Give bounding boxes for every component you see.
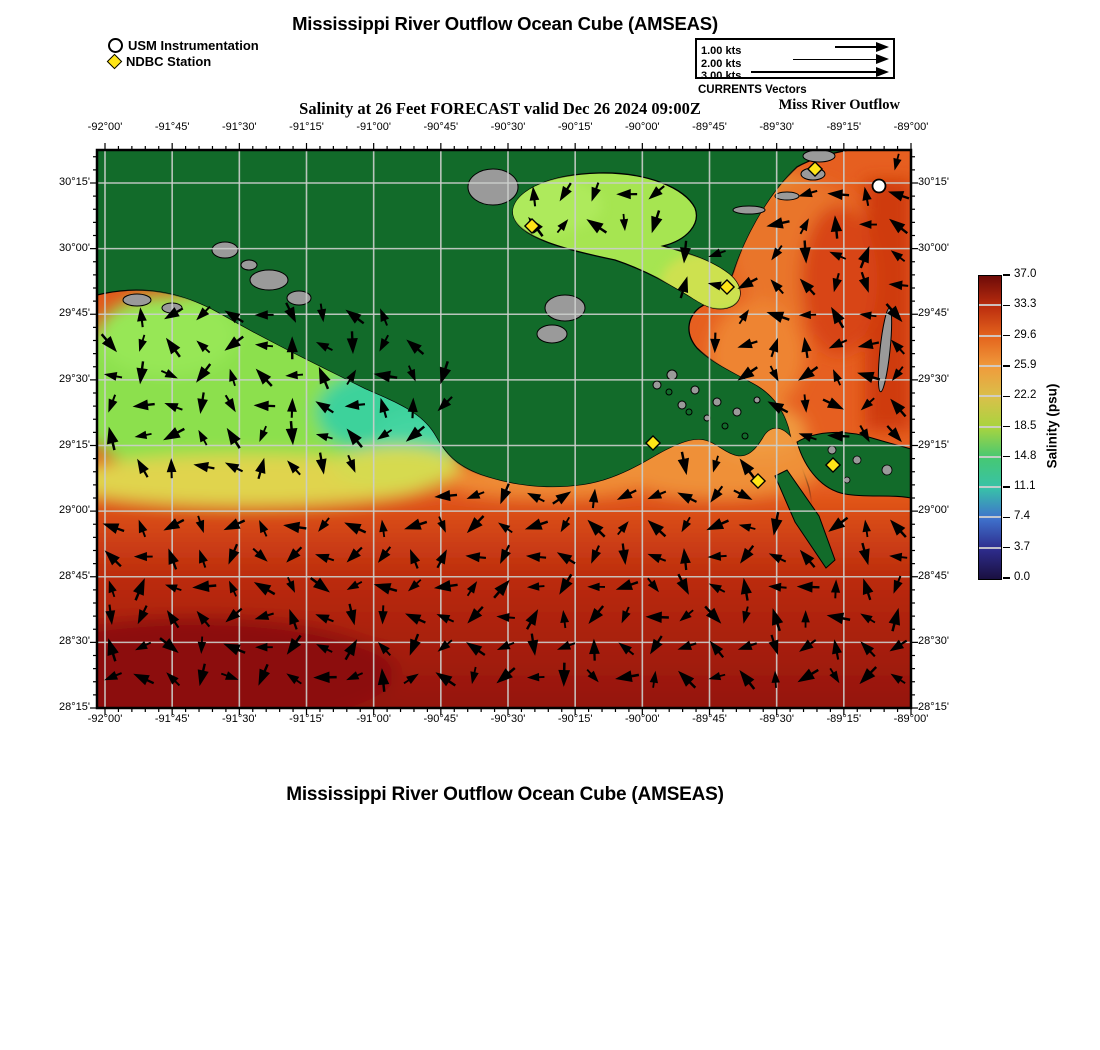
- currents-vectors-caption: CURRENTS Vectors: [698, 84, 807, 96]
- colorbar-tick-label: 11.1: [1014, 480, 1036, 493]
- x-axis-tick-label: -90°30': [490, 713, 526, 725]
- x-axis-tick-label: -89°30': [759, 121, 794, 133]
- colorbar-gridline: [979, 304, 1001, 306]
- x-axis-tick-label: -90°00': [625, 713, 660, 725]
- x-axis-tick-label: -90°00': [625, 121, 660, 133]
- x-axis-tick-label: -91°45': [154, 121, 190, 133]
- y-axis-tick-label: 28°15': [59, 701, 90, 713]
- vector-legend-row: [701, 54, 889, 70]
- usm-circle-icon: [108, 38, 123, 53]
- x-axis-tick-label: -92°00': [87, 121, 123, 133]
- x-axis-tick-label: -90°15': [557, 713, 593, 725]
- x-axis-tick-label: -89°45': [692, 121, 727, 133]
- ndbc-legend-label: NDBC Station: [126, 53, 212, 69]
- colorbar-tick: [1003, 396, 1010, 397]
- x-axis-tick-label: -89°15': [826, 713, 862, 725]
- forecast-subtitle: Salinity at 26 Feet FORECAST valid Dec 26 2024 09:00Z: [299, 99, 701, 118]
- x-axis-tick-label: -90°45': [423, 121, 459, 133]
- salinity-map: [87, 140, 921, 718]
- colorbar-gridline: [979, 365, 1001, 367]
- colorbar-tick: [1003, 547, 1010, 548]
- y-axis-tick-label: 29°30': [59, 372, 90, 385]
- legend-row-ndbc: [108, 53, 259, 69]
- vector-legend-row: [701, 66, 889, 82]
- colorbar-tick: [1003, 305, 1010, 306]
- y-axis-tick-label: 28°30': [918, 635, 949, 648]
- x-axis-tick-label: -91°00': [356, 121, 391, 133]
- x-axis-tick-label: -91°30': [222, 121, 257, 133]
- y-axis-tick-label: 29°00': [59, 504, 90, 517]
- x-axis-tick-label: -92°00': [87, 713, 123, 725]
- colorbar-tick: [1003, 517, 1010, 518]
- page-title: Mississippi River Outflow Ocean Cube (AMSEAS): [292, 13, 718, 34]
- x-axis-tick-label: -91°15': [289, 121, 324, 133]
- colorbar-tick-label: 37.0: [1014, 268, 1037, 280]
- x-axis-tick-label: -91°30': [222, 713, 257, 725]
- colorbar-title: Salinity (psu): [1044, 383, 1060, 469]
- y-axis-tick-label: 28°15': [918, 701, 949, 713]
- lake-maurepas: [468, 169, 518, 205]
- x-axis-tick-label: -90°30': [490, 121, 526, 133]
- miss-river-outflow-label: Miss River Outflow: [778, 97, 900, 113]
- colorbar-tick: [1003, 426, 1010, 427]
- ndbc-diamond-icon: [107, 54, 123, 70]
- vector-legend-row: [701, 41, 889, 57]
- colorbar-tick: [1003, 577, 1010, 578]
- colorbar-tick: [1003, 365, 1010, 366]
- colorbar-gridline: [979, 335, 1001, 337]
- y-axis-tick-label: 28°45': [59, 569, 90, 582]
- colorbar-gridline: [979, 486, 1001, 488]
- marker-legend: [108, 37, 259, 69]
- vector-speed-label: 3.00 kts: [701, 70, 742, 82]
- colorbar-tick-label: 0.0: [1014, 571, 1030, 583]
- y-axis-tick-label: 30°00': [918, 241, 949, 254]
- colorbar-tick: [1003, 486, 1010, 487]
- map-area: [87, 140, 921, 718]
- colorbar-tick-label: 18.5: [1014, 419, 1037, 432]
- colorbar-tick-label: 33.3: [1014, 298, 1037, 311]
- y-axis-tick-label: 29°15': [918, 438, 949, 451]
- y-axis-tick-label: 29°45': [59, 307, 90, 320]
- x-axis-tick-label: -90°45': [423, 713, 459, 725]
- vector-speed-label: 1.00 kts: [701, 45, 742, 57]
- colorbar-tick-label: 3.7: [1014, 540, 1030, 553]
- y-axis-tick-label: 29°15': [59, 438, 90, 451]
- colorbar-tick-label: 29.6: [1014, 328, 1037, 341]
- vector-speed-label: 2.00 kts: [701, 57, 742, 70]
- x-axis-tick-label: -90°15': [557, 121, 593, 133]
- y-axis-tick-label: 29°00': [918, 504, 949, 517]
- legend-row-usm: [108, 37, 259, 53]
- y-axis-tick-label: 30°15': [59, 176, 90, 188]
- colorbar-tick: [1003, 456, 1010, 457]
- colorbar: [978, 275, 1002, 580]
- x-axis-tick-label: -89°15': [826, 121, 862, 133]
- colorbar-tick: [1003, 335, 1010, 336]
- colorbar-gridline: [979, 426, 1001, 428]
- y-axis-tick-label: 30°00': [59, 241, 90, 254]
- colorbar-tick-label: 25.9: [1014, 358, 1037, 371]
- x-axis-tick-label: -89°30': [759, 713, 794, 725]
- colorbar-gridline: [979, 547, 1001, 549]
- x-axis-tick-label: -89°45': [692, 713, 727, 725]
- bottom-title: Mississippi River Outflow Ocean Cube (AMSEAS): [286, 784, 724, 805]
- x-axis-tick-label: -91°45': [154, 713, 190, 725]
- currents-vector-legend: [695, 38, 895, 82]
- y-axis-tick-label: 29°30': [918, 372, 949, 385]
- y-axis-tick-label: 29°45': [918, 307, 949, 320]
- colorbar-tick-label: 14.8: [1014, 449, 1037, 462]
- y-axis-tick-label: 28°30': [59, 635, 90, 648]
- colorbar-tick-label: 7.4: [1014, 510, 1030, 523]
- colorbar-gridline: [979, 395, 1001, 397]
- x-axis-tick-label: -91°15': [289, 713, 324, 725]
- colorbar-tick: [1003, 274, 1010, 275]
- usm-instrumentation-marker: [873, 180, 886, 193]
- x-axis-tick-label: -91°00': [356, 713, 391, 725]
- colorbar-gridline: [979, 516, 1001, 518]
- usm-legend-label: USM Instrumentation: [128, 37, 259, 53]
- y-axis-tick-label: 30°15': [918, 176, 949, 188]
- colorbar-tick-label: 22.2: [1014, 389, 1037, 402]
- colorbar-gridline: [979, 456, 1001, 458]
- y-axis-tick-label: 28°45': [918, 569, 949, 582]
- x-axis-tick-label: -89°00': [893, 121, 929, 133]
- x-axis-tick-label: -89°00': [893, 713, 929, 725]
